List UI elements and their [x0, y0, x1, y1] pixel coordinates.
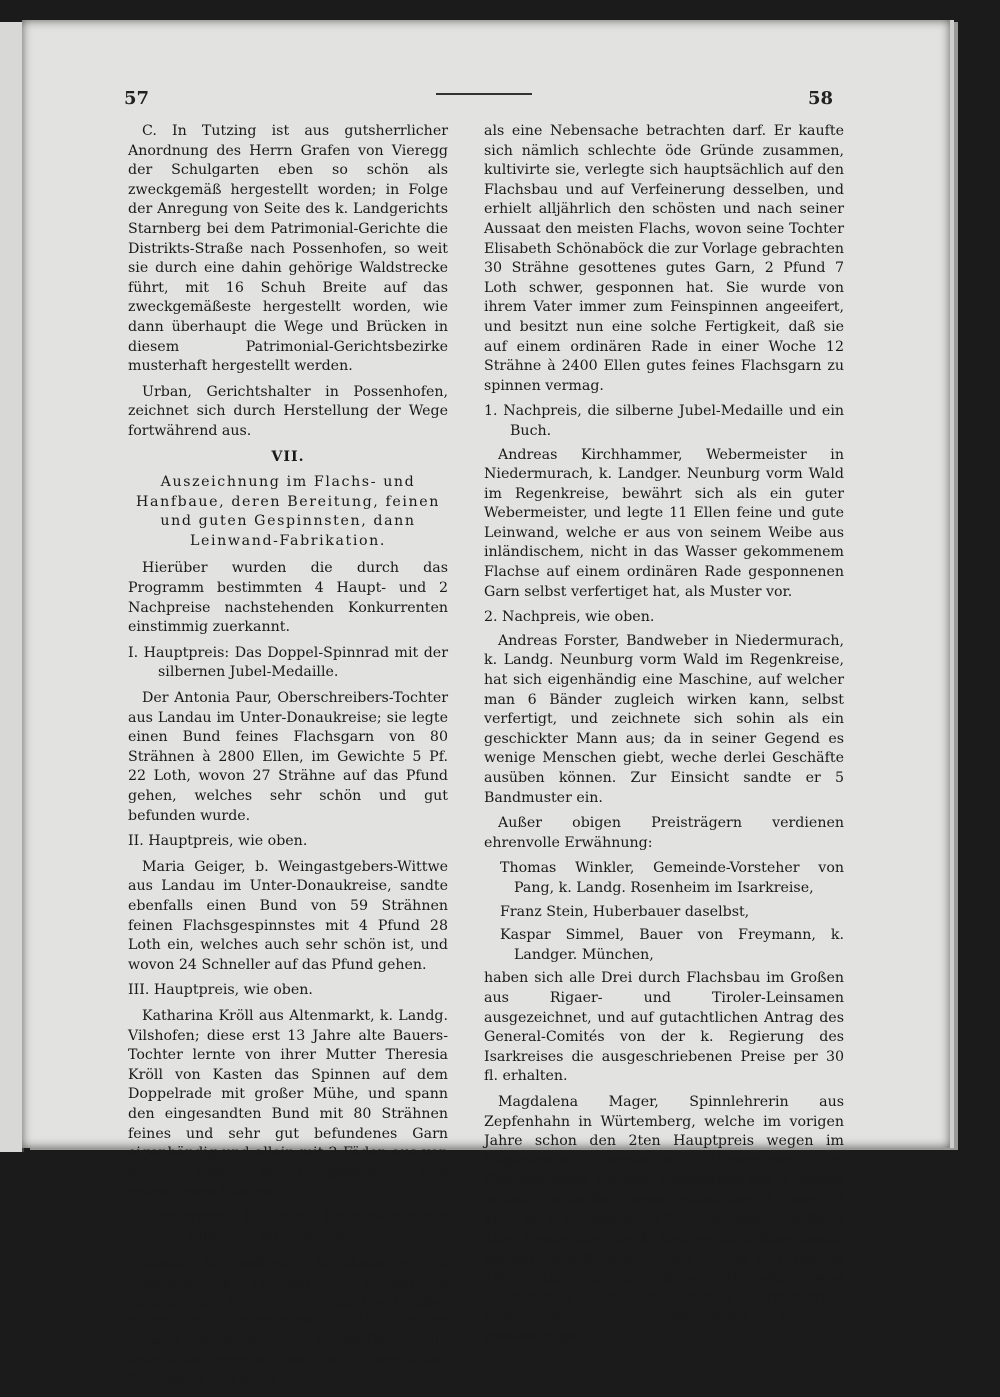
- section-number: VII.: [271, 448, 305, 465]
- paragraph-geiger: Maria Geiger, b. Weingastgebers-Wittwe aus Landau im Unter-Donaukreise, sandte ebenfalls einen Bund von 59 Strähnen feinen Flachsgespinnstes mit 4 Pfund 28 Loth ein, welches auch sehr schön ist, und wovon 24 Schneller auf das Pfund gehen.: [128, 858, 448, 973]
- prize-heading-3: III. Hauptpreis, wie oben.: [128, 982, 313, 999]
- nachpreis-heading-1: 1. Nachpreis, die silberne Jubel-Medaille und ein Buch.: [484, 403, 844, 439]
- page-number-right: 58: [808, 88, 834, 109]
- paragraph-honorable-intro: Außer obigen Preisträgern verdienen ehrenvolle Erwähnung:: [484, 815, 844, 851]
- honorable-stein: Franz Stein, Huberbauer daselbst,: [500, 903, 750, 920]
- nachpreis-heading-2: 2. Nachpreis, wie oben.: [484, 609, 655, 626]
- section-heading: Auszeichnung im Flachs- und Hanfbaue, deren Bereitung, feinen und guten Gespinnsten, dann Leinwand-Fabrikation.: [136, 474, 440, 549]
- left-page-edge: [0, 22, 24, 1152]
- paragraph-kroell: Katharina Kröll aus Altenmarkt, k. Landg. Vilshofen; diese erst 13 Jahre alte Bauers-Tochter lernte von ihrer Mutter Theresia Kröll von Kasten das Spinnen auf dem Doppelrade mit großer Mühe, und spann den eingesandten Bund mit 80 Strähnen feines und sehr gut befundenes Garn eigenhändig und allein mit 2 Fäden aus von ihrem Vater selbst gebauten und präparirtem Flachse.: [128, 1007, 448, 1201]
- paragraph-paur: Der Antonia Paur, Oberschreibers-Tochter aus Landau im Unter-Donaukreise; sie legte einen Bund feines Flachsgarn von 80 Strähnen à 2800 Ellen, im Gewichte 5 Pf. 22 Loth, wovon 27 Strähne auf das Pfund gehen, welches sehr schön und gut befunden wurde.: [128, 690, 448, 824]
- prize-heading-4: IV. Hauptpreis: Eine feine Flachshechel mit der silbernen Jubel-Medaille.: [128, 1209, 448, 1246]
- paragraph-flachsbau: haben sich alle Drei durch Flachsbau im Großen aus Rigaer- und Tiroler-Leinsamen ausgezeichnet, und auf gutachtlichen Antrag des General-Comités von der k. Regierung des Isarkreises die ausgeschriebenen Preise per 30 fl. erhalten.: [484, 970, 844, 1085]
- header-rule: [436, 93, 532, 95]
- paragraph-continuation: als eine Nebensache betrachten darf. Er kaufte sich nämlich schlechte öde Gründe zusammen, kultivirte sie, verlegte sich hauptsächlich auf den Flachsbau und auf Verfeinerung desselben, und erhielt alljährlich den schösten und nach seiner Aussaat den meisten Flachs, wovon seine Tochter Elisabeth Schönaböck die zur Vorlage gebrachten 30 Strähne gesottenes gutes Garn, 2 Pfund 7 Loth schwer, gesponnen hat. Sie wurde von ihrem Vater immer zum Feinspinnen angeeifert, und besitzt nun eine solche Fertigkeit, daß sie auf einem ordinären Rade in einer Woche 12 Strähne à 2400 Ellen gutes feines Flachsgarn zu spinnen vermag.: [484, 123, 844, 394]
- paragraph-schoenaboeck: Adam Schönaböck, Schuhmacher in Stamsried, k. Landgerichts Roding im Regenkreise; er brachte es als Leerhäusler durch Fleiß, Arbeitsliebe und Häuslichkeit so weit, daß er sich eine kleine Oekonomie anschaffen konnte, und die Schuhmacher-Profession nun mehr: [128, 1255, 448, 1389]
- paragraph-mager: Magdalena Mager, Spinnlehrerin aus Zepfenhahn in Würtemberg, welche im vorigen Jahre schon den 2ten Hauptpreis wegen im Regenkreise ertheilten Unterrichts im Flachsspinnen auf dem Doppelrade mit 2 Spulen erhielt, ertheilte diesen nämlichen Unterricht auch im k. Landgerichte Tölz, und gegenwärtig in allen Gemeinden des k. Landgerichts Rosenheim; sie hat da seit dem Monate Januar h. J. bereits 148 Mädchen in dieser Doppelspinnerei vollkommen und mit solchen Fortschritten unterrichtet, daß sämmtliche Mädchen preiswürdige: [484, 1093, 844, 1346]
- paragraph-forster: Andreas Forster, Bandweber in Niedermurach, k. Landg. Neunburg vorm Wald im Regenkreise, hat sich eigenhändig eine Maschine, auf welcher man 6 Bänder zugleich wirken kann, selbst verfertigt, und zeichnete sich sohin als ein geschickter Mann aus; da in seiner Gegend es wenige Menschen giebt, weche derlei Geschäfte ausüben können. Zur Einsicht sandte er 5 Bandmuster ein.: [484, 632, 844, 806]
- prize-heading-2: II. Hauptpreis, wie oben.: [128, 833, 308, 850]
- paragraph-intro: Hierüber wurden die durch das Programm bestimmten 4 Haupt- und 2 Nachpreise nachstehenden Konkurrenten einstimmig zuerkannt.: [128, 560, 448, 636]
- paragraph-kirchhammer: Andreas Kirchhammer, Webermeister in Niedermurach, k. Landger. Neunburg vorm Wald im Regenkreise, bewährt sich als ein guter Webermeister, und legte 11 Ellen feine und gute Leinwand, welche er aus von seinem Weibe aus inländischem, nicht in das Wasser gekommenem Flachse auf einem ordinären Rade gesponnenen Garn selbst verfertiget hat, als Muster vor.: [484, 446, 844, 600]
- right-column: [484, 122, 844, 1354]
- page-number-left: 57: [124, 88, 150, 109]
- book-spread-page: [22, 20, 950, 1389]
- honorable-winkler: Thomas Winkler, Gemeinde-Vorsteher von Pang, k. Landg. Rosenheim im Isarkreise,: [500, 860, 844, 896]
- honorable-simmel: Kaspar Simmel, Bauer von Freymann, k. Landger. München,: [500, 927, 844, 963]
- paragraph-urban: Urban, Gerichtshalter in Possenhofen, zeichnet sich durch Herstellung der Wege fortwährend aus.: [128, 383, 448, 439]
- left-column: [128, 122, 448, 1397]
- paragraph-tutzing: C. In Tutzing ist aus gutsherrlicher Anordnung des Herrn Grafen von Vieregg der Schulgarten eben so schön als zweckgemäß hergestellt worden; in Folge der Anregung von Seite des k. Landgerichts Starnberg bei dem Patrimonial-Gerichte die Distrikts-Straße nach Possenhofen, so weit sie durch eine dahin gehörige Waldstrecke führt, mit 16 Schuh Breite auf das zweckgemäßeste hergestellt worden, wie dann überhaupt die Wege und Brücken in diesem Patrimonial-Gerichtsbezirke musterhaft hergestellt werden.: [128, 123, 448, 375]
- prize-heading-1: I. Hauptpreis: Das Doppel-Spinnrad mit der silbernen Jubel-Medaille.: [128, 644, 448, 681]
